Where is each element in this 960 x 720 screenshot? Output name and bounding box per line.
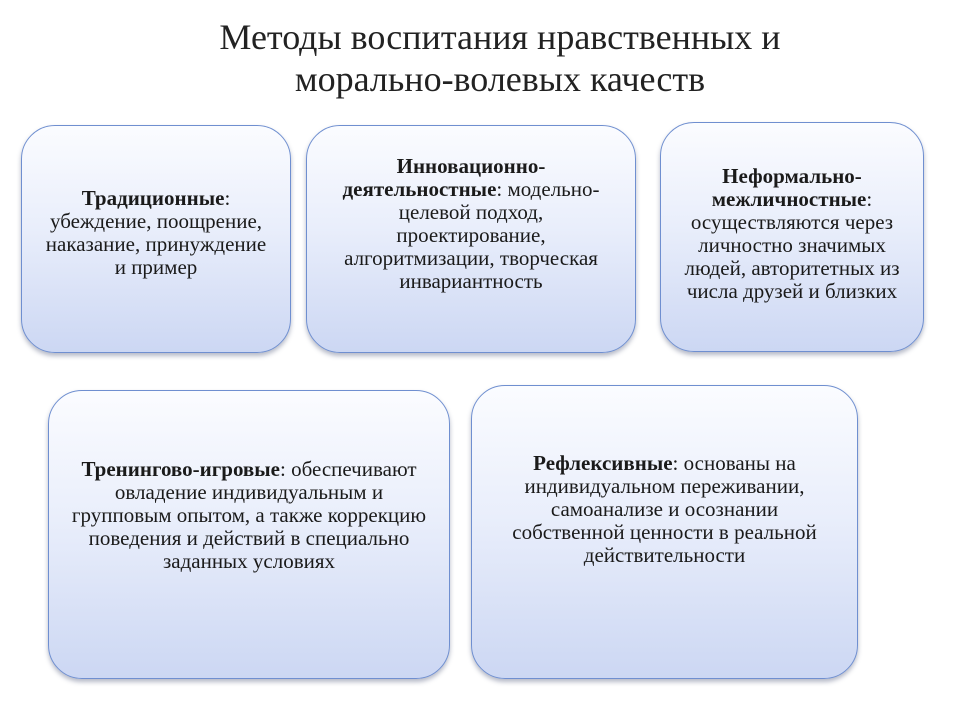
method-box-reflexive — [471, 385, 858, 679]
method-box-informal-interpersonal — [660, 122, 924, 352]
method-name: Тренингово-игровые — [81, 457, 280, 481]
method-text — [44, 187, 268, 279]
method-text — [71, 458, 427, 573]
method-text — [494, 452, 835, 567]
slide-title-line-1: Методы воспитания нравственных и — [219, 17, 781, 57]
method-text — [329, 155, 613, 293]
method-text — [677, 165, 907, 303]
method-colon: : — [279, 457, 286, 481]
slide-title-line-2: морально-волевых качеств — [294, 59, 706, 99]
method-colon: : — [496, 177, 503, 201]
method-description: осуществляются через личностно значимых людей, авторитетных из числа друзей и близких — [684, 210, 900, 303]
method-name: Инновационно-деятельностные — [342, 154, 546, 201]
method-description: модельно-целевой подход, проектирование, алгоритмизации, творческая инвариантность — [344, 177, 600, 293]
method-colon: : — [672, 450, 679, 475]
method-name: Рефлексивные — [533, 450, 673, 475]
method-description: основаны на индивидуальном переживании, самоанализе и осознании собственной ценности в реальной действительности — [512, 450, 817, 567]
slide-title — [150, 16, 850, 100]
method-colon: : — [866, 187, 873, 211]
method-name: Неформально-межличностные — [711, 164, 867, 211]
method-description: убеждение, поощрение, наказание, принуждение и пример — [45, 209, 267, 279]
method-description: обеспечивают овладение индивидуальным и групповым опытом, а также коррекцию поведения и действий в специально заданных условиях — [71, 457, 427, 573]
method-box-training-game — [48, 390, 450, 679]
method-colon: : — [224, 186, 231, 210]
method-name: Традиционные — [81, 186, 225, 210]
method-box-traditional — [21, 125, 291, 353]
method-box-innovative-activity — [306, 125, 636, 353]
